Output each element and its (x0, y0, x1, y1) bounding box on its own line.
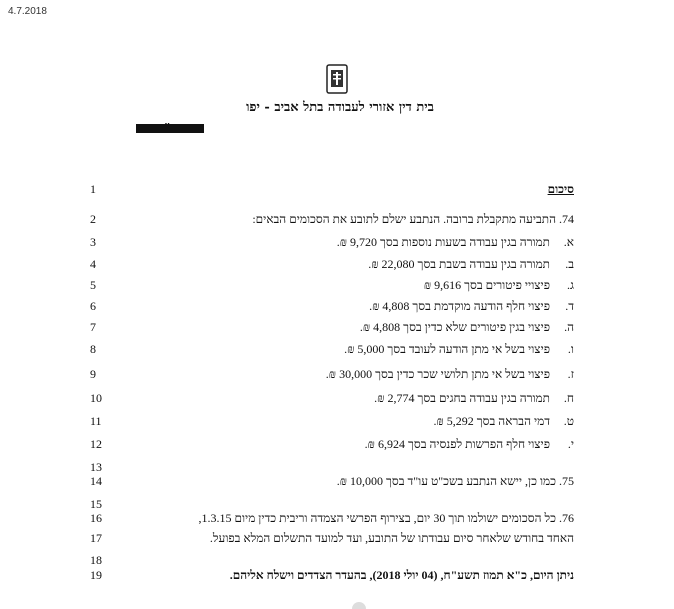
line-number: 19 (90, 568, 102, 582)
list-item (365, 437, 574, 452)
line-number: 6 (90, 299, 96, 313)
list-item (337, 235, 574, 250)
list-item (344, 342, 574, 357)
line-number: 8 (90, 342, 96, 356)
list-item (374, 391, 574, 406)
line-number: 12 (90, 437, 102, 451)
court-name: בית דין אזורי לעבודה בתל אביב - יפו (246, 100, 434, 115)
line-number: 9 (90, 367, 96, 381)
list-item (368, 257, 574, 272)
list-item (360, 320, 574, 335)
line-number: 7 (90, 320, 96, 334)
line-number: 13 (90, 460, 102, 474)
list-item-text: פיצוי בשל אי מתן הודעה לעובד בסך 5,000 ₪. (344, 342, 550, 356)
list-item-letter: א. (563, 235, 574, 249)
line-number: 10 (90, 391, 102, 405)
list-item-letter: ד. (565, 299, 574, 313)
print-date: 4.7.2018 (8, 6, 47, 17)
list-item-letter: ב. (565, 257, 574, 271)
list-item-text: פיצוי בגין פיטורים שלא כדין בסך 4,808 ₪. (359, 320, 550, 334)
list-item-text: דמי הבראה בסך 5,292 ₪. (433, 414, 550, 428)
list-item (433, 414, 574, 429)
line-number: 15 (90, 497, 102, 511)
list-item-text: תמורה בגין עבודה בשבת בסך 22,080 ₪. (368, 257, 550, 271)
line-number: 18 (90, 553, 102, 567)
list-item (424, 278, 574, 293)
paragraph-74: 74. התביעה מתקבלת ברובה. הנתבע ישלם לתובע את הסכומים הבאים: (252, 212, 574, 226)
paragraph-75: 75. כמו כן, יישא הנתבע בשכ"ט עו"ד בסך 10,000 ₪. (336, 474, 574, 488)
list-item-letter: ג. (567, 278, 574, 292)
line-number: 5 (90, 278, 96, 292)
closing-statement: ניתן היום, כ"א תמוז תשע"ח, (04 יולי 2018), בהעדר הצדדים וישלח אליהם. (229, 568, 574, 582)
list-item-text: פיצוי חלף הודעה מוקדמת בסך 4,808 ₪. (369, 299, 550, 313)
paragraph-76-line-2: האחד בחודש שלאחר סיום עבודתו של התובע, ועד למועד התשלום המלא בפועל. (209, 531, 574, 545)
list-item-letter: ו. (567, 342, 574, 356)
list-item-letter: ז. (567, 367, 574, 381)
list-item-letter: ט. (563, 414, 574, 428)
page-bottom-mark (352, 602, 366, 609)
list-item (326, 367, 574, 382)
line-number: 4 (90, 257, 96, 271)
list-item-text: תמורה בגין עבודה בחגים בסך 2,774 ₪. (374, 391, 550, 405)
list-item-letter: ח. (563, 391, 574, 405)
line-number: 3 (90, 235, 96, 249)
line-number: 2 (90, 212, 96, 226)
redacted-case-number (136, 124, 204, 133)
paragraph-76-line-1: 76. כל הסכומים ישולמו תוך 30 יום, בצירוף הפרשי הצמדה וריבית כדין מיום 1.3.15, (198, 511, 574, 525)
list-item-letter: י. (567, 437, 574, 451)
list-item-text: פיצוי בשל אי מתן תלושי שכר כדין בסך 30,000 ₪. (325, 367, 550, 381)
section-title: סיכום (547, 182, 574, 196)
line-number: 1 (90, 182, 96, 196)
line-number: 11 (90, 414, 102, 428)
list-item-text: תמורה בגין עבודה בשעות נוספות בסך 9,720 ₪. (336, 235, 550, 249)
line-number: 16 (90, 511, 102, 525)
list-item-letter: ה. (564, 320, 574, 334)
state-emblem-icon (326, 64, 348, 94)
list-item-text: פיצויי פיטורים בסך 9,616 ₪ (423, 278, 550, 292)
list-item-text: פיצוי חלף הפרשות לפנסיה בסך 6,924 ₪. (364, 437, 550, 451)
list-item (369, 299, 574, 314)
line-number: 14 (90, 474, 102, 488)
line-number: 17 (90, 531, 102, 545)
